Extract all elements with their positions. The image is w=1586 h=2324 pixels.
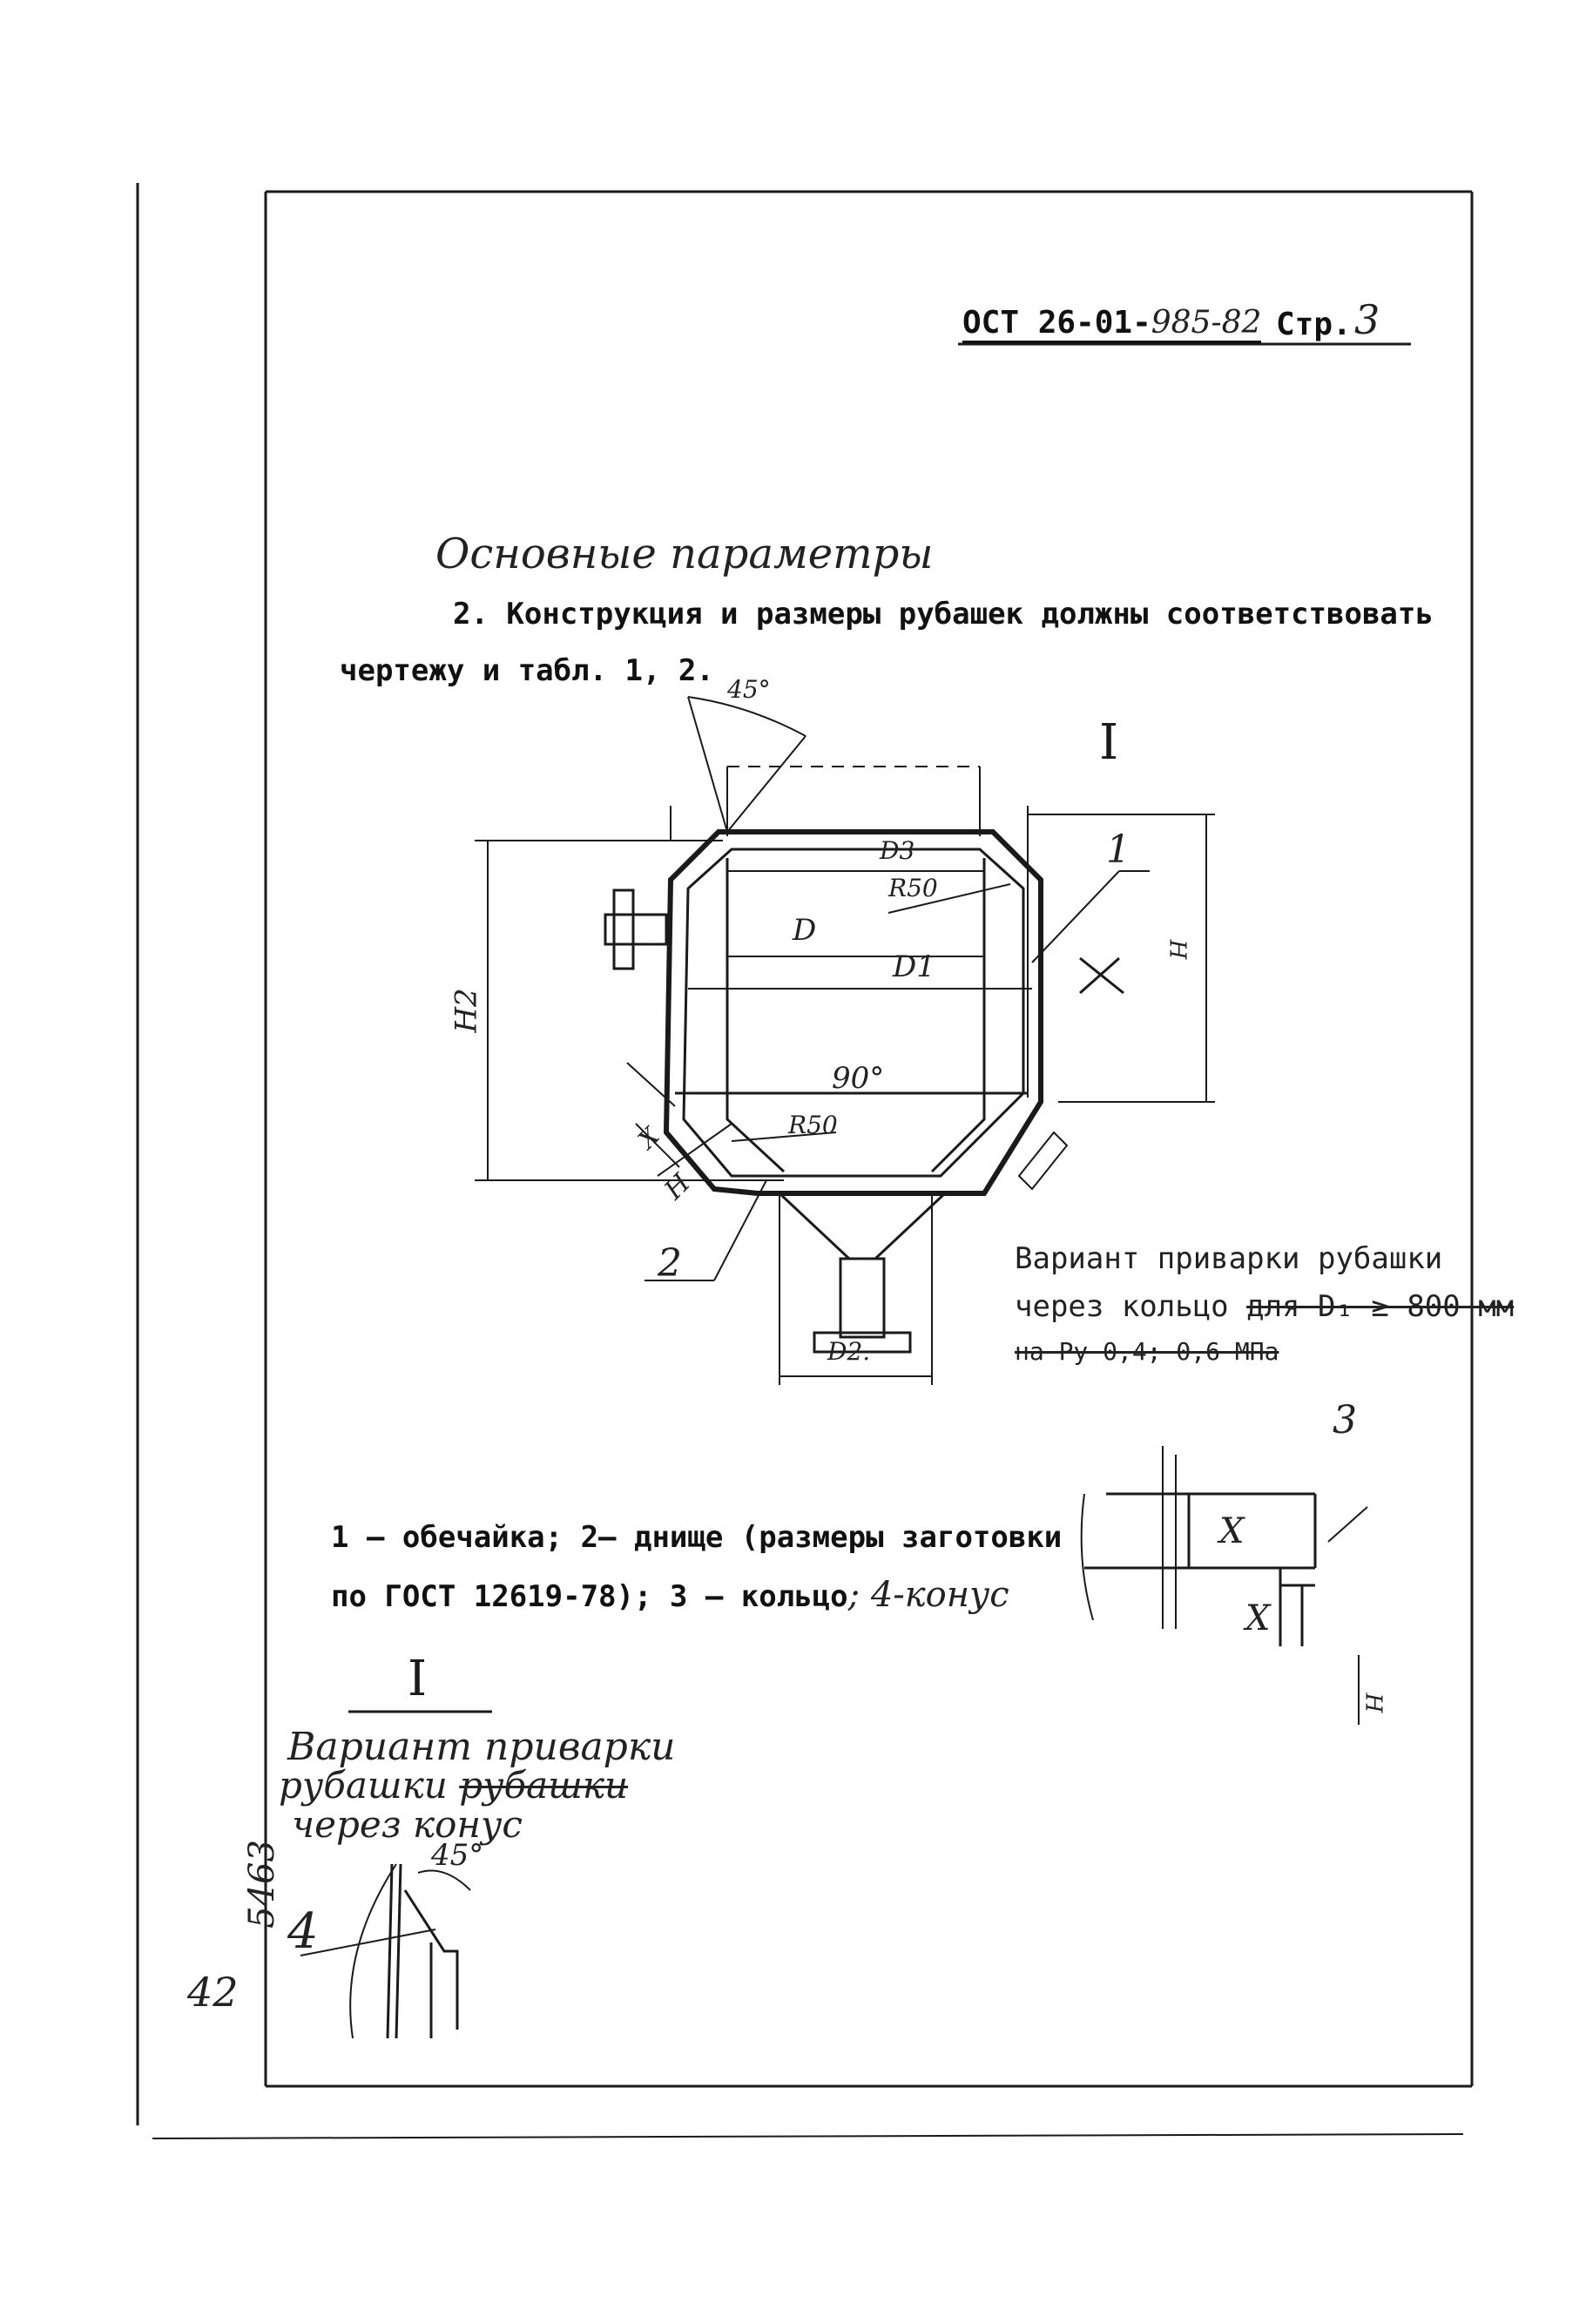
section-title-handwritten: Основные параметры xyxy=(435,530,934,578)
vessel-drawing xyxy=(475,697,1215,1385)
detail-3-h1: H xyxy=(1360,1692,1387,1713)
r50-top: R50 xyxy=(888,874,938,902)
variant-note-line-1: Вариант приварки рубашки xyxy=(1015,1241,1443,1276)
page-number: 3 xyxy=(1354,296,1380,343)
part-1-label: 1 xyxy=(1106,828,1130,872)
angle-90-label: 90° xyxy=(832,1061,885,1096)
detail-I-title-line-3: через конус xyxy=(292,1803,523,1846)
dim-h: H xyxy=(658,1167,697,1206)
dim-d2: D2. xyxy=(827,1337,871,1366)
margin-stamp-number: 5463 xyxy=(241,1840,282,1929)
detail-I-angle: 45° xyxy=(431,1838,484,1873)
doc-code: ОСТ 26-01-985-82 xyxy=(962,305,1261,343)
variant-note-line-3: на Ру 0,4; 0,6 МПа xyxy=(1015,1337,1279,1366)
detail-mark-I: I xyxy=(1099,714,1119,771)
variant-note-line-2: через кольцо для D₁ ≥ 800 мм xyxy=(1015,1289,1515,1324)
page-label: Стр. xyxy=(1276,307,1352,342)
part-2-label: 2 xyxy=(658,1241,682,1286)
dim-h-small: X xyxy=(632,1121,665,1155)
margin-page-number: 42 xyxy=(187,1969,239,2016)
detail-3-drawing xyxy=(1082,1446,1367,1725)
paragraph-line-2: чертежу и табл. 1, 2. xyxy=(340,653,714,688)
legend-line-2: по ГОСТ 12619-78); 3 – кольцо; 4-конус xyxy=(331,1575,1009,1615)
part-4-label: 4 xyxy=(287,1903,319,1960)
detail-I-title-line-2: рубашки рубашки xyxy=(279,1764,629,1807)
dim-h-right: H xyxy=(1164,939,1191,960)
detail-3-cross-1: X xyxy=(1219,1511,1245,1551)
dim-d1: D1 xyxy=(893,949,935,984)
angle-45-label: 45° xyxy=(727,675,771,704)
detail-I-mark: I xyxy=(408,1651,428,1707)
dim-d: D xyxy=(793,913,817,948)
legend-line-1: 1 – обечайка; 2– днище (размеры заготовки xyxy=(331,1520,1063,1555)
detail-I-title-line-1: Вариант приварки xyxy=(287,1725,676,1769)
r50-bottom: R50 xyxy=(788,1111,838,1139)
dim-h2: H2 xyxy=(449,988,484,1033)
dim-d3: D3 xyxy=(880,836,915,865)
detail-3-mark: 3 xyxy=(1333,1398,1357,1442)
detail-3-cross-2: X xyxy=(1245,1598,1271,1638)
paragraph-line-1: 2. Конструкция и размеры рубашек должны соответствовать xyxy=(453,597,1434,632)
